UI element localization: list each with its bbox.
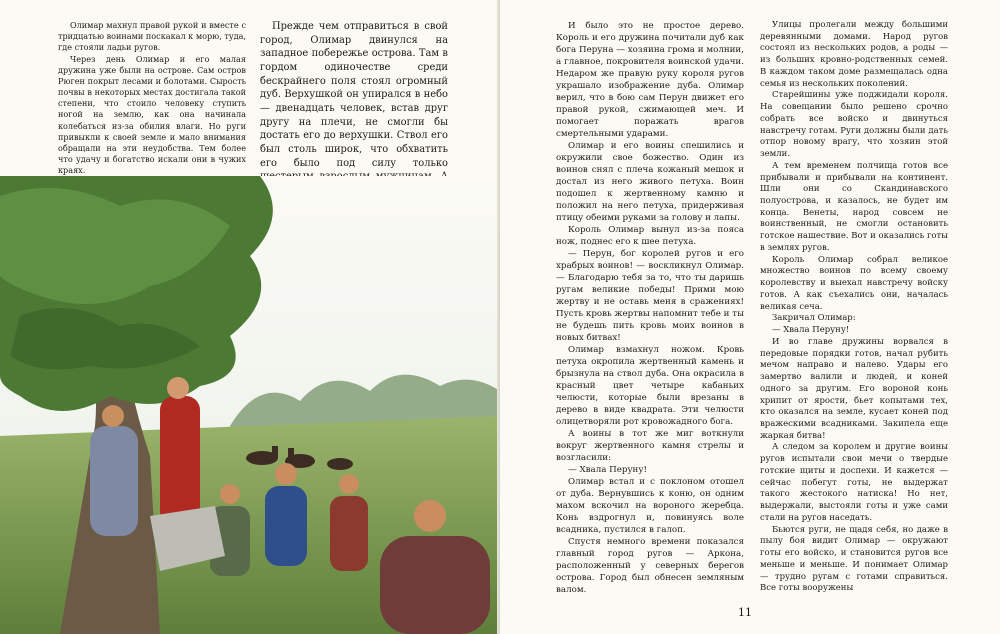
paragraph: Олимар взмахнул ножом. Кровь петуха окропила жертвенный камень и брызнула на ствол дуба. Она окрасила в красный цвет четыре кабаньих челюсти, которые были врезаны в дерево в виде квадрата. Эти челюсти олицетворяли рот кровожадного бога. xyxy=(556,345,744,427)
paragraph: Закричал Олимар: xyxy=(772,313,856,324)
paragraph: А воины в тот же миг воткнули вокруг жертвенного камня стрелы и возгласили: xyxy=(556,429,744,463)
paragraph: Улицы пролегали между большими деревянными домами. Народ ругов состоял из нескольких родов, а роды — из больших кровно-родственных семей. В каждом таком доме размещалась одна семья из нескольких поколений. xyxy=(760,20,948,89)
paragraph: Старейшины уже поджидали короля. На совещании было решено срочно собрать все войско и двинуться навстречу готам. Руги должны были дать отпор новому врагу, что хозяин этой земли. xyxy=(760,90,948,160)
page-number: 11 xyxy=(738,606,752,619)
paragraph: И было это не простое дерево. Король и его дружина почитали дуб как бога Перуна — хозяина грома и молнии, а главное, покровителя воинской удачи. Недаром же правую руку короля ругов украшало изображение дуба. Олимар верил, что в бою сам Перун движет его правой рукой, сжимающей меч. И помогает поражать врагов смертельными ударами. xyxy=(556,21,744,139)
paragraph: Спустя немного времени показался главный город ругов — Аркона, расположенный у северных берегов острова. Город был обнесен земляным валом. xyxy=(556,537,744,595)
text-column-1 xyxy=(58,20,246,176)
right-page xyxy=(500,0,1000,634)
paragraph: — Хвала Перуну! xyxy=(568,465,647,475)
paragraph: Прежде чем отправиться в свой город, Олимар двинулся на западное побережье острова. Там в гордом одиночестве среди бескрайнего поля стоял огромный дуб. Верхушкой он упирался в небо — двенадцать человек, встав друг другу на плечи, не смогли бы достать его до верхушки. Ствол его был столь широк, что обхватить его было под силу только xyxy=(260,21,448,169)
text-column-3 xyxy=(556,20,744,596)
paragraph: Бьются руги, не щадя себя, но даже в пылу боя видит Олимар — окружают готы его войско, и становится ругов все меньше и меньше. И понимает Олимар — трудно ругам с готами справиться. Все готы вооружены xyxy=(760,524,948,594)
paragraph: Олимар махнул правой рукой и вместе с тридцатью воинами поскакал к морю, туда, где стояли ладьи ругов. xyxy=(58,20,246,53)
paragraph: Король Олимар вынул из-за пояса нож, поднес его к шее петуха. xyxy=(556,225,744,247)
paragraph: А тем временем полчища готов все прибывали и прибывали на континент. Шли они со Скандинавского полуострова, и казалось, не будет им конца. Венеты, народ совсем не воинственный, не смогли остановить готское нашествие. Вот и оказались готы в землях ругов. xyxy=(760,160,948,253)
paragraph: — Хвала Перуну! xyxy=(772,325,850,336)
paragraph: Король Олимар собрал великое множество воинов по всему своему королевству и выехал навстречу войску готов. А как съехались они, началась великая сеча. xyxy=(760,254,948,312)
illustration-oak-ritual xyxy=(0,176,500,634)
paragraph: И во главе дружины ворвался в передовые порядки готов, начал рубить мечом направо и налево. Удары его замертво валили и людей, и коней одного за другим. Его вороной конь хрипит от ярости, бьет копытами тех, кто оказался на земле, кусает коней под вражескими всадниками. Закипела еще жаркая битва! xyxy=(760,336,948,441)
paragraph: Олимар и его воины спешились и окружили свое божество. Один из воинов снял с плеча кожаный мешок и достал из него живого петуха. Воин подошел к жертвенному камню и положил на него петуха, придерживая птицу обеими руками за голову и лапы. xyxy=(556,141,744,223)
paragraph: Через день Олимар и его малая дружина уже были на острове. Сам остров Рюген покрыт лесами и болотами. Сырость почвы в некоторых местах достигала такой степени, что стоило человеку ступить ногой на землю, как она начинала колебаться из-за обилия влаги. Но руги привыкли к своей земле и мало внимания обращали на эти неудобства. Тем более что удачу и богатство искали они в чужих краях. xyxy=(58,53,246,176)
text-column-4 xyxy=(760,20,948,595)
paragraph: А следом за королем и другие воины ругов испытали свои мечи о твердые готские щиты и доспехи. И кажется — сейчас побегут готы, не выдержат такого жестокого натиска! Но нет, выдержали, выстояли готы и уже сами стали на ругов наседать. xyxy=(760,442,948,523)
paragraph: — Перун, бог королей ругов и его храбрых воинов! — воскликнул Олимар. — Благодарю тебя за то, что ты даришь ругам великие победы! Прими мою жертву и не оставь меня в сражениях! Пусть кровь жертвы напомнит тебе и ты не будешь пить кровь моих воинов в новых битвах! xyxy=(556,249,744,343)
paragraph: Олимар встал и с поклоном отошел от дуба. Вернувшись к коню, он одним махом вскочил на вороного жеребца. Конь вздрогнул и, повинуясь воле всадника, пустился в галоп. xyxy=(556,477,744,535)
